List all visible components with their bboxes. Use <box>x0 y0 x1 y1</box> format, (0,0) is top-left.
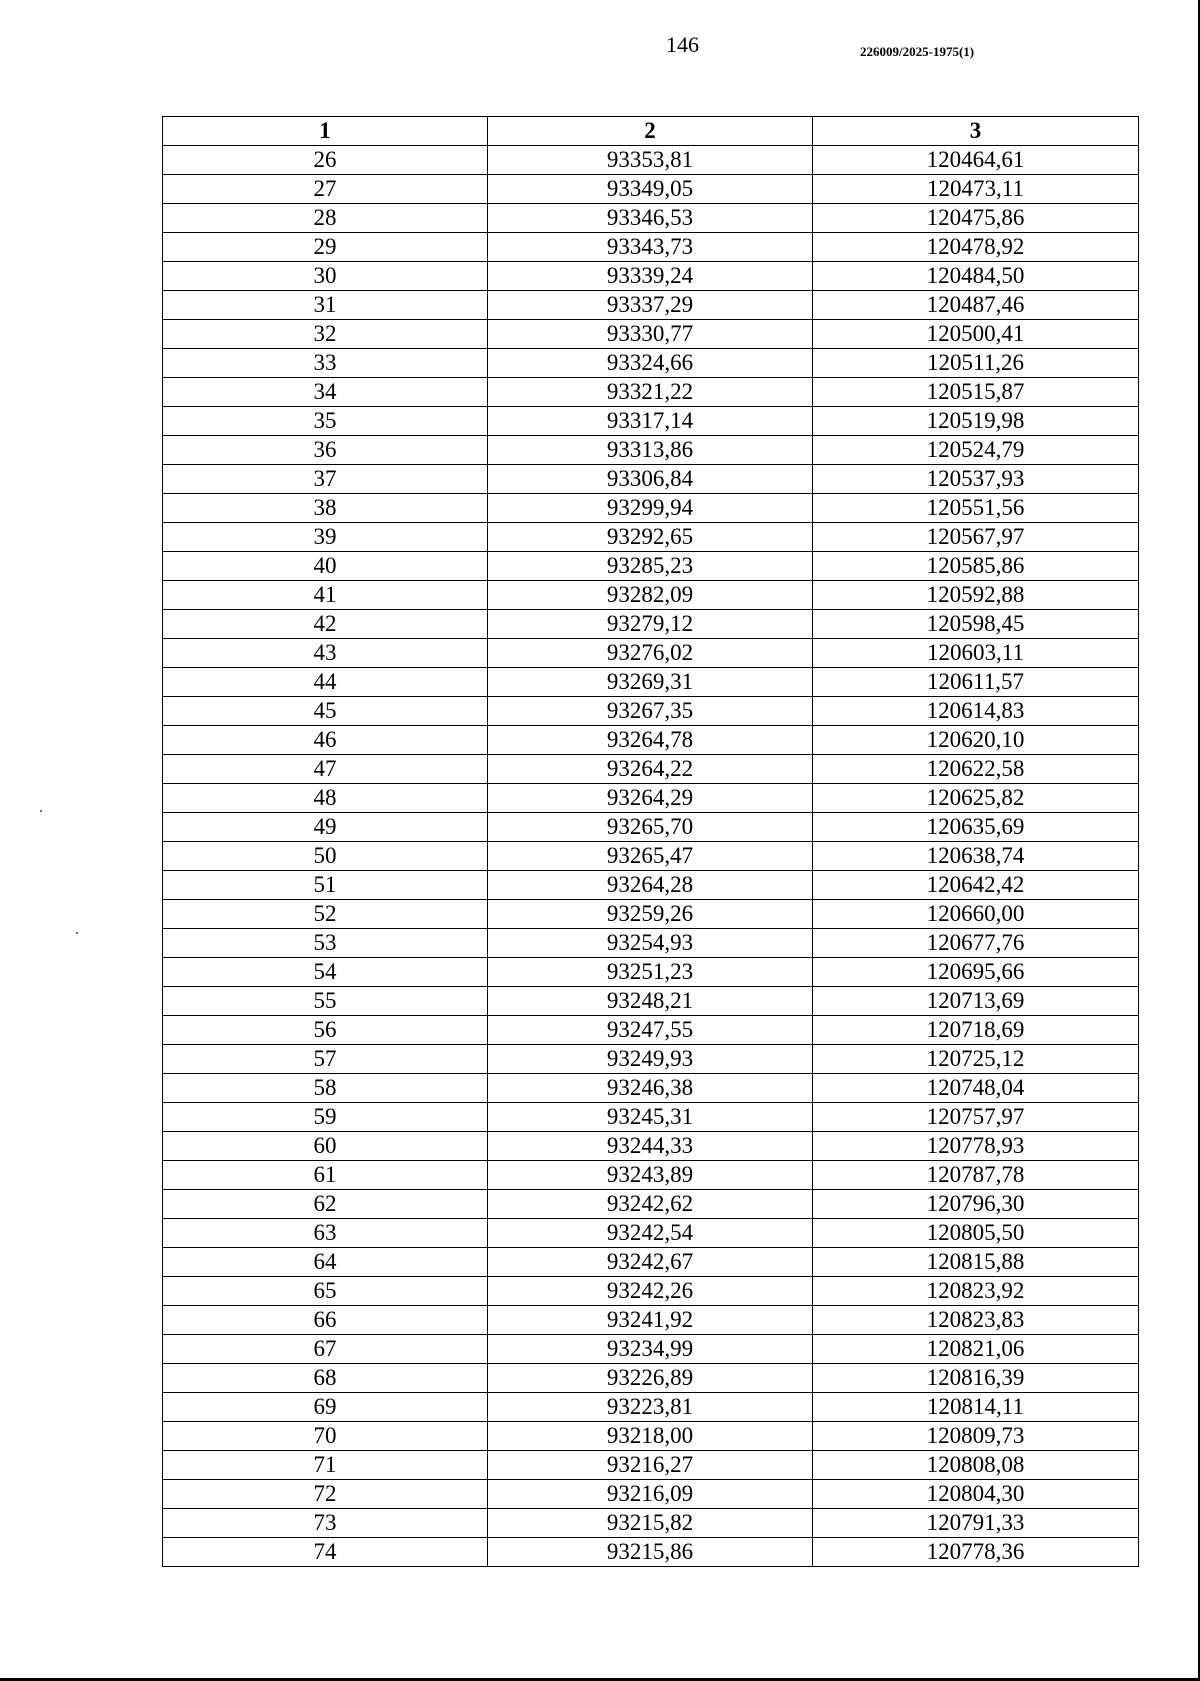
point-number-cell: 60 <box>163 1132 488 1161</box>
table-row <box>163 1393 1139 1422</box>
point-number-cell: 52 <box>163 900 488 929</box>
column-header-3: 3 <box>813 117 1139 146</box>
y-coordinate-cell: 120695,66 <box>813 958 1139 987</box>
table-row <box>163 146 1139 175</box>
y-coordinate-cell: 120778,93 <box>813 1132 1139 1161</box>
table-row <box>163 1132 1139 1161</box>
table-row <box>163 929 1139 958</box>
x-coordinate-cell: 93317,14 <box>488 407 813 436</box>
x-coordinate-cell: 93282,09 <box>488 581 813 610</box>
table-row <box>163 1277 1139 1306</box>
x-coordinate-cell: 93248,21 <box>488 987 813 1016</box>
point-number-cell: 65 <box>163 1277 488 1306</box>
table-row <box>163 1364 1139 1393</box>
y-coordinate-cell: 120815,88 <box>813 1248 1139 1277</box>
point-number-cell: 26 <box>163 146 488 175</box>
table-row <box>163 668 1139 697</box>
point-number-cell: 69 <box>163 1393 488 1422</box>
x-coordinate-cell: 93292,65 <box>488 523 813 552</box>
table-row <box>163 320 1139 349</box>
table-row <box>163 1335 1139 1364</box>
y-coordinate-cell: 120796,30 <box>813 1190 1139 1219</box>
point-number-cell: 55 <box>163 987 488 1016</box>
table-row <box>163 262 1139 291</box>
table-row <box>163 378 1139 407</box>
x-coordinate-cell: 93246,38 <box>488 1074 813 1103</box>
y-coordinate-cell: 120537,93 <box>813 465 1139 494</box>
point-number-cell: 73 <box>163 1509 488 1538</box>
point-number-cell: 27 <box>163 175 488 204</box>
table-row <box>163 1451 1139 1480</box>
point-number-cell: 49 <box>163 813 488 842</box>
y-coordinate-cell: 120625,82 <box>813 784 1139 813</box>
point-number-cell: 40 <box>163 552 488 581</box>
y-coordinate-cell: 120787,78 <box>813 1161 1139 1190</box>
point-number-cell: 51 <box>163 871 488 900</box>
table-row <box>163 784 1139 813</box>
table-row <box>163 436 1139 465</box>
y-coordinate-cell: 120614,83 <box>813 697 1139 726</box>
y-coordinate-cell: 120500,41 <box>813 320 1139 349</box>
y-coordinate-cell: 120791,33 <box>813 1509 1139 1538</box>
x-coordinate-cell: 93349,05 <box>488 175 813 204</box>
point-number-cell: 63 <box>163 1219 488 1248</box>
table-row <box>163 581 1139 610</box>
table-row <box>163 813 1139 842</box>
point-number-cell: 57 <box>163 1045 488 1074</box>
y-coordinate-cell: 120816,39 <box>813 1364 1139 1393</box>
point-number-cell: 41 <box>163 581 488 610</box>
point-number-cell: 64 <box>163 1248 488 1277</box>
x-coordinate-cell: 93276,02 <box>488 639 813 668</box>
point-number-cell: 42 <box>163 610 488 639</box>
y-coordinate-cell: 120551,56 <box>813 494 1139 523</box>
point-number-cell: 50 <box>163 842 488 871</box>
x-coordinate-cell: 93279,12 <box>488 610 813 639</box>
table-row <box>163 291 1139 320</box>
y-coordinate-cell: 120713,69 <box>813 987 1139 1016</box>
point-number-cell: 45 <box>163 697 488 726</box>
x-coordinate-cell: 93339,24 <box>488 262 813 291</box>
x-coordinate-cell: 93299,94 <box>488 494 813 523</box>
point-number-cell: 67 <box>163 1335 488 1364</box>
table-row <box>163 204 1139 233</box>
table-row <box>163 1538 1139 1567</box>
point-number-cell: 58 <box>163 1074 488 1103</box>
x-coordinate-cell: 93243,89 <box>488 1161 813 1190</box>
x-coordinate-cell: 93313,86 <box>488 436 813 465</box>
x-coordinate-cell: 93223,81 <box>488 1393 813 1422</box>
x-coordinate-cell: 93215,86 <box>488 1538 813 1567</box>
point-number-cell: 61 <box>163 1161 488 1190</box>
y-coordinate-cell: 120660,00 <box>813 900 1139 929</box>
table-row <box>163 1509 1139 1538</box>
point-number-cell: 70 <box>163 1422 488 1451</box>
y-coordinate-cell: 120622,58 <box>813 755 1139 784</box>
y-coordinate-cell: 120567,97 <box>813 523 1139 552</box>
x-coordinate-cell: 93249,93 <box>488 1045 813 1074</box>
scan-speck <box>76 932 78 934</box>
point-number-cell: 31 <box>163 291 488 320</box>
x-coordinate-cell: 93321,22 <box>488 378 813 407</box>
x-coordinate-cell: 93242,54 <box>488 1219 813 1248</box>
point-number-cell: 46 <box>163 726 488 755</box>
point-number-cell: 28 <box>163 204 488 233</box>
table-row <box>163 1016 1139 1045</box>
point-number-cell: 56 <box>163 1016 488 1045</box>
y-coordinate-cell: 120585,86 <box>813 552 1139 581</box>
x-coordinate-cell: 93226,89 <box>488 1364 813 1393</box>
table-row <box>163 349 1139 378</box>
table-row <box>163 1306 1139 1335</box>
coordinates-table <box>162 116 1139 1567</box>
point-number-cell: 68 <box>163 1364 488 1393</box>
x-coordinate-cell: 93264,78 <box>488 726 813 755</box>
x-coordinate-cell: 93218,00 <box>488 1422 813 1451</box>
table-row <box>163 175 1139 204</box>
x-coordinate-cell: 93265,47 <box>488 842 813 871</box>
table-row <box>163 552 1139 581</box>
y-coordinate-cell: 120519,98 <box>813 407 1139 436</box>
table-row <box>163 987 1139 1016</box>
x-coordinate-cell: 93216,27 <box>488 1451 813 1480</box>
y-coordinate-cell: 120515,87 <box>813 378 1139 407</box>
point-number-cell: 38 <box>163 494 488 523</box>
x-coordinate-cell: 93251,23 <box>488 958 813 987</box>
x-coordinate-cell: 93285,23 <box>488 552 813 581</box>
x-coordinate-cell: 93215,82 <box>488 1509 813 1538</box>
point-number-cell: 59 <box>163 1103 488 1132</box>
table-row <box>163 465 1139 494</box>
table-row <box>163 697 1139 726</box>
y-coordinate-cell: 120611,57 <box>813 668 1139 697</box>
x-coordinate-cell: 93244,33 <box>488 1132 813 1161</box>
point-number-cell: 33 <box>163 349 488 378</box>
column-header-1: 1 <box>163 117 488 146</box>
y-coordinate-cell: 120823,92 <box>813 1277 1139 1306</box>
x-coordinate-cell: 93343,73 <box>488 233 813 262</box>
x-coordinate-cell: 93259,26 <box>488 900 813 929</box>
x-coordinate-cell: 93346,53 <box>488 204 813 233</box>
y-coordinate-cell: 120677,76 <box>813 929 1139 958</box>
y-coordinate-cell: 120475,86 <box>813 204 1139 233</box>
point-number-cell: 39 <box>163 523 488 552</box>
y-coordinate-cell: 120808,08 <box>813 1451 1139 1480</box>
y-coordinate-cell: 120620,10 <box>813 726 1139 755</box>
x-coordinate-cell: 93242,62 <box>488 1190 813 1219</box>
x-coordinate-cell: 93269,31 <box>488 668 813 697</box>
point-number-cell: 66 <box>163 1306 488 1335</box>
point-number-cell: 62 <box>163 1190 488 1219</box>
y-coordinate-cell: 120725,12 <box>813 1045 1139 1074</box>
table-row <box>163 494 1139 523</box>
x-coordinate-cell: 93247,55 <box>488 1016 813 1045</box>
x-coordinate-cell: 93264,29 <box>488 784 813 813</box>
table-row <box>163 755 1139 784</box>
table-row <box>163 1422 1139 1451</box>
table-row <box>163 871 1139 900</box>
x-coordinate-cell: 93234,99 <box>488 1335 813 1364</box>
point-number-cell: 71 <box>163 1451 488 1480</box>
x-coordinate-cell: 93264,22 <box>488 755 813 784</box>
point-number-cell: 36 <box>163 436 488 465</box>
x-coordinate-cell: 93264,28 <box>488 871 813 900</box>
table-row <box>163 610 1139 639</box>
point-number-cell: 53 <box>163 929 488 958</box>
y-coordinate-cell: 120718,69 <box>813 1016 1139 1045</box>
table-row <box>163 900 1139 929</box>
y-coordinate-cell: 120603,11 <box>813 639 1139 668</box>
y-coordinate-cell: 120809,73 <box>813 1422 1139 1451</box>
y-coordinate-cell: 120635,69 <box>813 813 1139 842</box>
y-coordinate-cell: 120823,83 <box>813 1306 1139 1335</box>
point-number-cell: 43 <box>163 639 488 668</box>
table-row <box>163 958 1139 987</box>
scan-speck <box>40 810 42 812</box>
y-coordinate-cell: 120757,97 <box>813 1103 1139 1132</box>
point-number-cell: 72 <box>163 1480 488 1509</box>
table-row <box>163 1074 1139 1103</box>
table-row <box>163 233 1139 262</box>
point-number-cell: 30 <box>163 262 488 291</box>
table-row <box>163 1190 1139 1219</box>
x-coordinate-cell: 93242,26 <box>488 1277 813 1306</box>
y-coordinate-cell: 120805,50 <box>813 1219 1139 1248</box>
y-coordinate-cell: 120473,11 <box>813 175 1139 204</box>
point-number-cell: 54 <box>163 958 488 987</box>
y-coordinate-cell: 120814,11 <box>813 1393 1139 1422</box>
x-coordinate-cell: 93245,31 <box>488 1103 813 1132</box>
point-number-cell: 48 <box>163 784 488 813</box>
point-number-cell: 35 <box>163 407 488 436</box>
x-coordinate-cell: 93330,77 <box>488 320 813 349</box>
table-row <box>163 639 1139 668</box>
y-coordinate-cell: 120642,42 <box>813 871 1139 900</box>
y-coordinate-cell: 120638,74 <box>813 842 1139 871</box>
point-number-cell: 32 <box>163 320 488 349</box>
y-coordinate-cell: 120748,04 <box>813 1074 1139 1103</box>
x-coordinate-cell: 93306,84 <box>488 465 813 494</box>
x-coordinate-cell: 93216,09 <box>488 1480 813 1509</box>
y-coordinate-cell: 120464,61 <box>813 146 1139 175</box>
document-reference: 226009/2025-1975(1) <box>860 44 975 59</box>
x-coordinate-cell: 93242,67 <box>488 1248 813 1277</box>
y-coordinate-cell: 120511,26 <box>813 349 1139 378</box>
x-coordinate-cell: 93337,29 <box>488 291 813 320</box>
x-coordinate-cell: 93353,81 <box>488 146 813 175</box>
y-coordinate-cell: 120821,06 <box>813 1335 1139 1364</box>
point-number-cell: 37 <box>163 465 488 494</box>
point-number-cell: 44 <box>163 668 488 697</box>
table-row <box>163 407 1139 436</box>
point-number-cell: 34 <box>163 378 488 407</box>
table-row <box>163 726 1139 755</box>
table-row <box>163 1103 1139 1132</box>
point-number-cell: 74 <box>163 1538 488 1567</box>
y-coordinate-cell: 120592,88 <box>813 581 1139 610</box>
table-row <box>163 1045 1139 1074</box>
x-coordinate-cell: 93241,92 <box>488 1306 813 1335</box>
table-row <box>163 842 1139 871</box>
column-header-2: 2 <box>488 117 813 146</box>
table-row <box>163 1161 1139 1190</box>
y-coordinate-cell: 120804,30 <box>813 1480 1139 1509</box>
table-row <box>163 1248 1139 1277</box>
page-number: 146 <box>666 32 699 57</box>
x-coordinate-cell: 93265,70 <box>488 813 813 842</box>
y-coordinate-cell: 120478,92 <box>813 233 1139 262</box>
point-number-cell: 47 <box>163 755 488 784</box>
table-body <box>163 146 1139 1567</box>
table-row <box>163 1480 1139 1509</box>
y-coordinate-cell: 120484,50 <box>813 262 1139 291</box>
point-number-cell: 29 <box>163 233 488 262</box>
x-coordinate-cell: 93254,93 <box>488 929 813 958</box>
table-row <box>163 523 1139 552</box>
table-header-row <box>163 117 1139 146</box>
x-coordinate-cell: 93267,35 <box>488 697 813 726</box>
y-coordinate-cell: 120598,45 <box>813 610 1139 639</box>
x-coordinate-cell: 93324,66 <box>488 349 813 378</box>
y-coordinate-cell: 120487,46 <box>813 291 1139 320</box>
y-coordinate-cell: 120524,79 <box>813 436 1139 465</box>
y-coordinate-cell: 120778,36 <box>813 1538 1139 1567</box>
table-row <box>163 1219 1139 1248</box>
